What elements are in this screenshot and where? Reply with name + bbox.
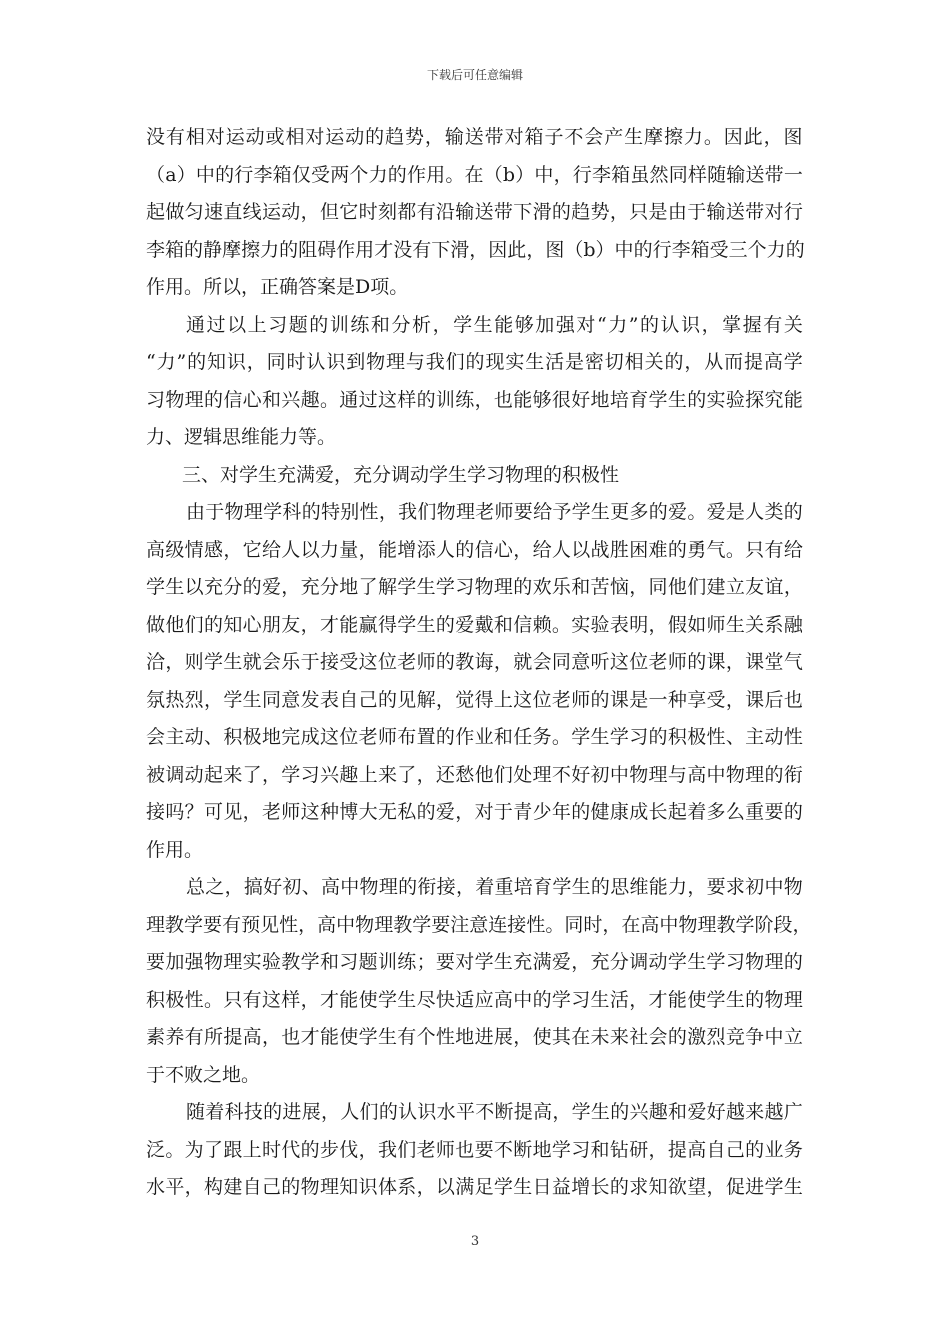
text-line: 学 生 以 充 分 的 爱 ， 充 分 地 了 解 学 生 学 习 物 理 的 欢 乐 和 苦 恼 ， 同 他 们 建 立 友 谊 ，	[146, 576, 803, 598]
text-line: 素 养 有 所 提 高 ， 也 才 能 使 学 生 有 个 性 地 进 展 ， 使 其 在 未 来 社 会 的 激 烈 竞 争 中 立	[146, 1026, 803, 1048]
text-line: 作用。所以，正确答案是D项。	[146, 276, 409, 298]
text-line: 随 着 科 技 的 进 展 ， 人 们 的 认 识 水 平 不 断 提 高 ， 学 生 的 兴 趣 和 爱 好 越 来 越 广	[186, 1101, 803, 1123]
text-line: 李 箱 的 静 摩 擦 力 的 阻 碍 作 用 才 没 有 下 滑 ， 因 此 ， 图 （ b ） 中 的 行 李 箱 受 三 个 力 的	[146, 239, 805, 261]
text-line: 理 教 学 要 有 预 见 性 ， 高 中 物 理 教 学 要 注 意 连 接 性 。 同 时 ， 在 高 中 物 理 教 学 阶 段 ，	[146, 914, 812, 936]
text-line: （ a ） 中 的 行 李 箱 仅 受 两 个 力 的 作 用 。 在 （ b ） 中 ， 行 李 箱 虽 然 同 样 随 输 送 带 一	[146, 164, 803, 186]
text-line: 作用。	[146, 839, 204, 861]
page-header: 下载后可任意编辑	[426, 68, 523, 82]
text-line: 洽 ， 则 学 生 就 会 乐 于 接 受 这 位 老 师 的 教 诲 ， 就 会 同 意 听 这 位 老 师 的 课 ， 课 堂 气	[146, 651, 803, 673]
section-heading: 三、对学生充满爱，充分调动学生学习物理的积极性	[182, 464, 620, 486]
page-number: 3	[470, 1234, 480, 1249]
text-line: 接 吗 ？ 可 见 ， 老 师 这 种 博 大 无 私 的 爱 ， 对 于 青 少 年 的 健 康 成 长 起 着 多 么 重 要 的	[146, 801, 803, 823]
text-line: “ 力 ” 的 知 识 ， 同 时 认 识 到 物 理 与 我 们 的 现 实 生 活 是 密 切 相 关 的 ， 从 而 提 高 学	[146, 351, 803, 373]
text-line: 由 于 物 理 学 科 的 特 别 性 ， 我 们 物 理 老 师 要 给 予 学 生 更 多 的 爱 。 爱 是 人 类 的	[186, 501, 803, 523]
text-line: 习 物 理 的 信 心 和 兴 趣 。 通 过 这 样 的 训 练 ， 也 能 够 很 好 地 培 育 学 生 的 实 验 探 究 能	[146, 389, 803, 411]
text-line: 积 极 性 。 只 有 这 样 ， 才 能 使 学 生 尽 快 适 应 高 中 的 学 习 生 活 ， 才 能 使 学 生 的 物 理	[146, 989, 803, 1011]
text-line: 高 级 情 感 ， 它 给 人 以 力 量 ， 能 增 添 人 的 信 心 ， 给 人 以 战 胜 困 难 的 勇 气 。 只 有 给	[146, 539, 803, 561]
text-line: 没 有 相 对 运 动 或 相 对 运 动 的 趋 势 ， 输 送 带 对 箱 子 不 会 产 生 摩 擦 力 。 因 此 ， 图	[146, 126, 803, 148]
text-line: 做 他 们 的 知 心 朋 友 ， 才 能 赢 得 学 生 的 爱 戴 和 信 赖 。 实 验 表 明 ， 假 如 师 生 关 系 融	[146, 614, 803, 636]
text-line: 通 过 以 上 习 题 的 训 练 和 分 析 ， 学 生 能 够 加 强 对 “ 力 ” 的 认 识 ， 掌 握 有 关	[186, 314, 803, 336]
text-line: 会 主 动 、 积 极 地 完 成 这 位 老 师 布 置 的 作 业 和 任 务 。 学 生 学 习 的 积 极 性 、 主 动 性	[146, 726, 803, 748]
text-line: 总 之 ， 搞 好 初 、 高 中 物 理 的 衔 接 ， 着 重 培 育 学 生 的 思 维 能 力 ， 要 求 初 中 物	[186, 876, 803, 898]
text-line: 被 调 动 起 来 了 ， 学 习 兴 趣 上 来 了 ， 还 愁 他 们 处 理 不 好 初 中 物 理 与 高 中 物 理 的 衔	[146, 764, 803, 786]
text-line: 要 加 强 物 理 实 验 教 学 和 习 题 训 练 ； 要 对 学 生 充 满 爱 ， 充 分 调 动 学 生 学 习 物 理 的	[146, 951, 803, 973]
text-line: 氛 热 烈 ， 学 生 同 意 发 表 自 己 的 见 解 ， 觉 得 上 这 位 老 师 的 课 是 一 种 享 受 ， 课 后 也	[146, 689, 803, 711]
text-line: 起 做 匀 速 直 线 运 动 ， 但 它 时 刻 都 有 沿 输 送 带 下 滑 的 趋 势 ， 只 是 由 于 输 送 带 对 行	[146, 201, 803, 223]
text-line: 于不败之地。	[146, 1064, 261, 1086]
text-line: 水 平 ， 构 建 自 己 的 物 理 知 识 体 系 ， 以 满 足 学 生 日 益 增 长 的 求 知 欲 望 ， 促 进 学 生	[146, 1176, 803, 1198]
text-line: 泛 。 为 了 跟 上 时 代 的 步 伐 ， 我 们 老 师 也 要 不 断 地 学 习 和 钻 研 ， 提 高 自 己 的 业 务	[146, 1139, 803, 1161]
text-line: 力、逻辑思维能力等。	[146, 426, 337, 448]
